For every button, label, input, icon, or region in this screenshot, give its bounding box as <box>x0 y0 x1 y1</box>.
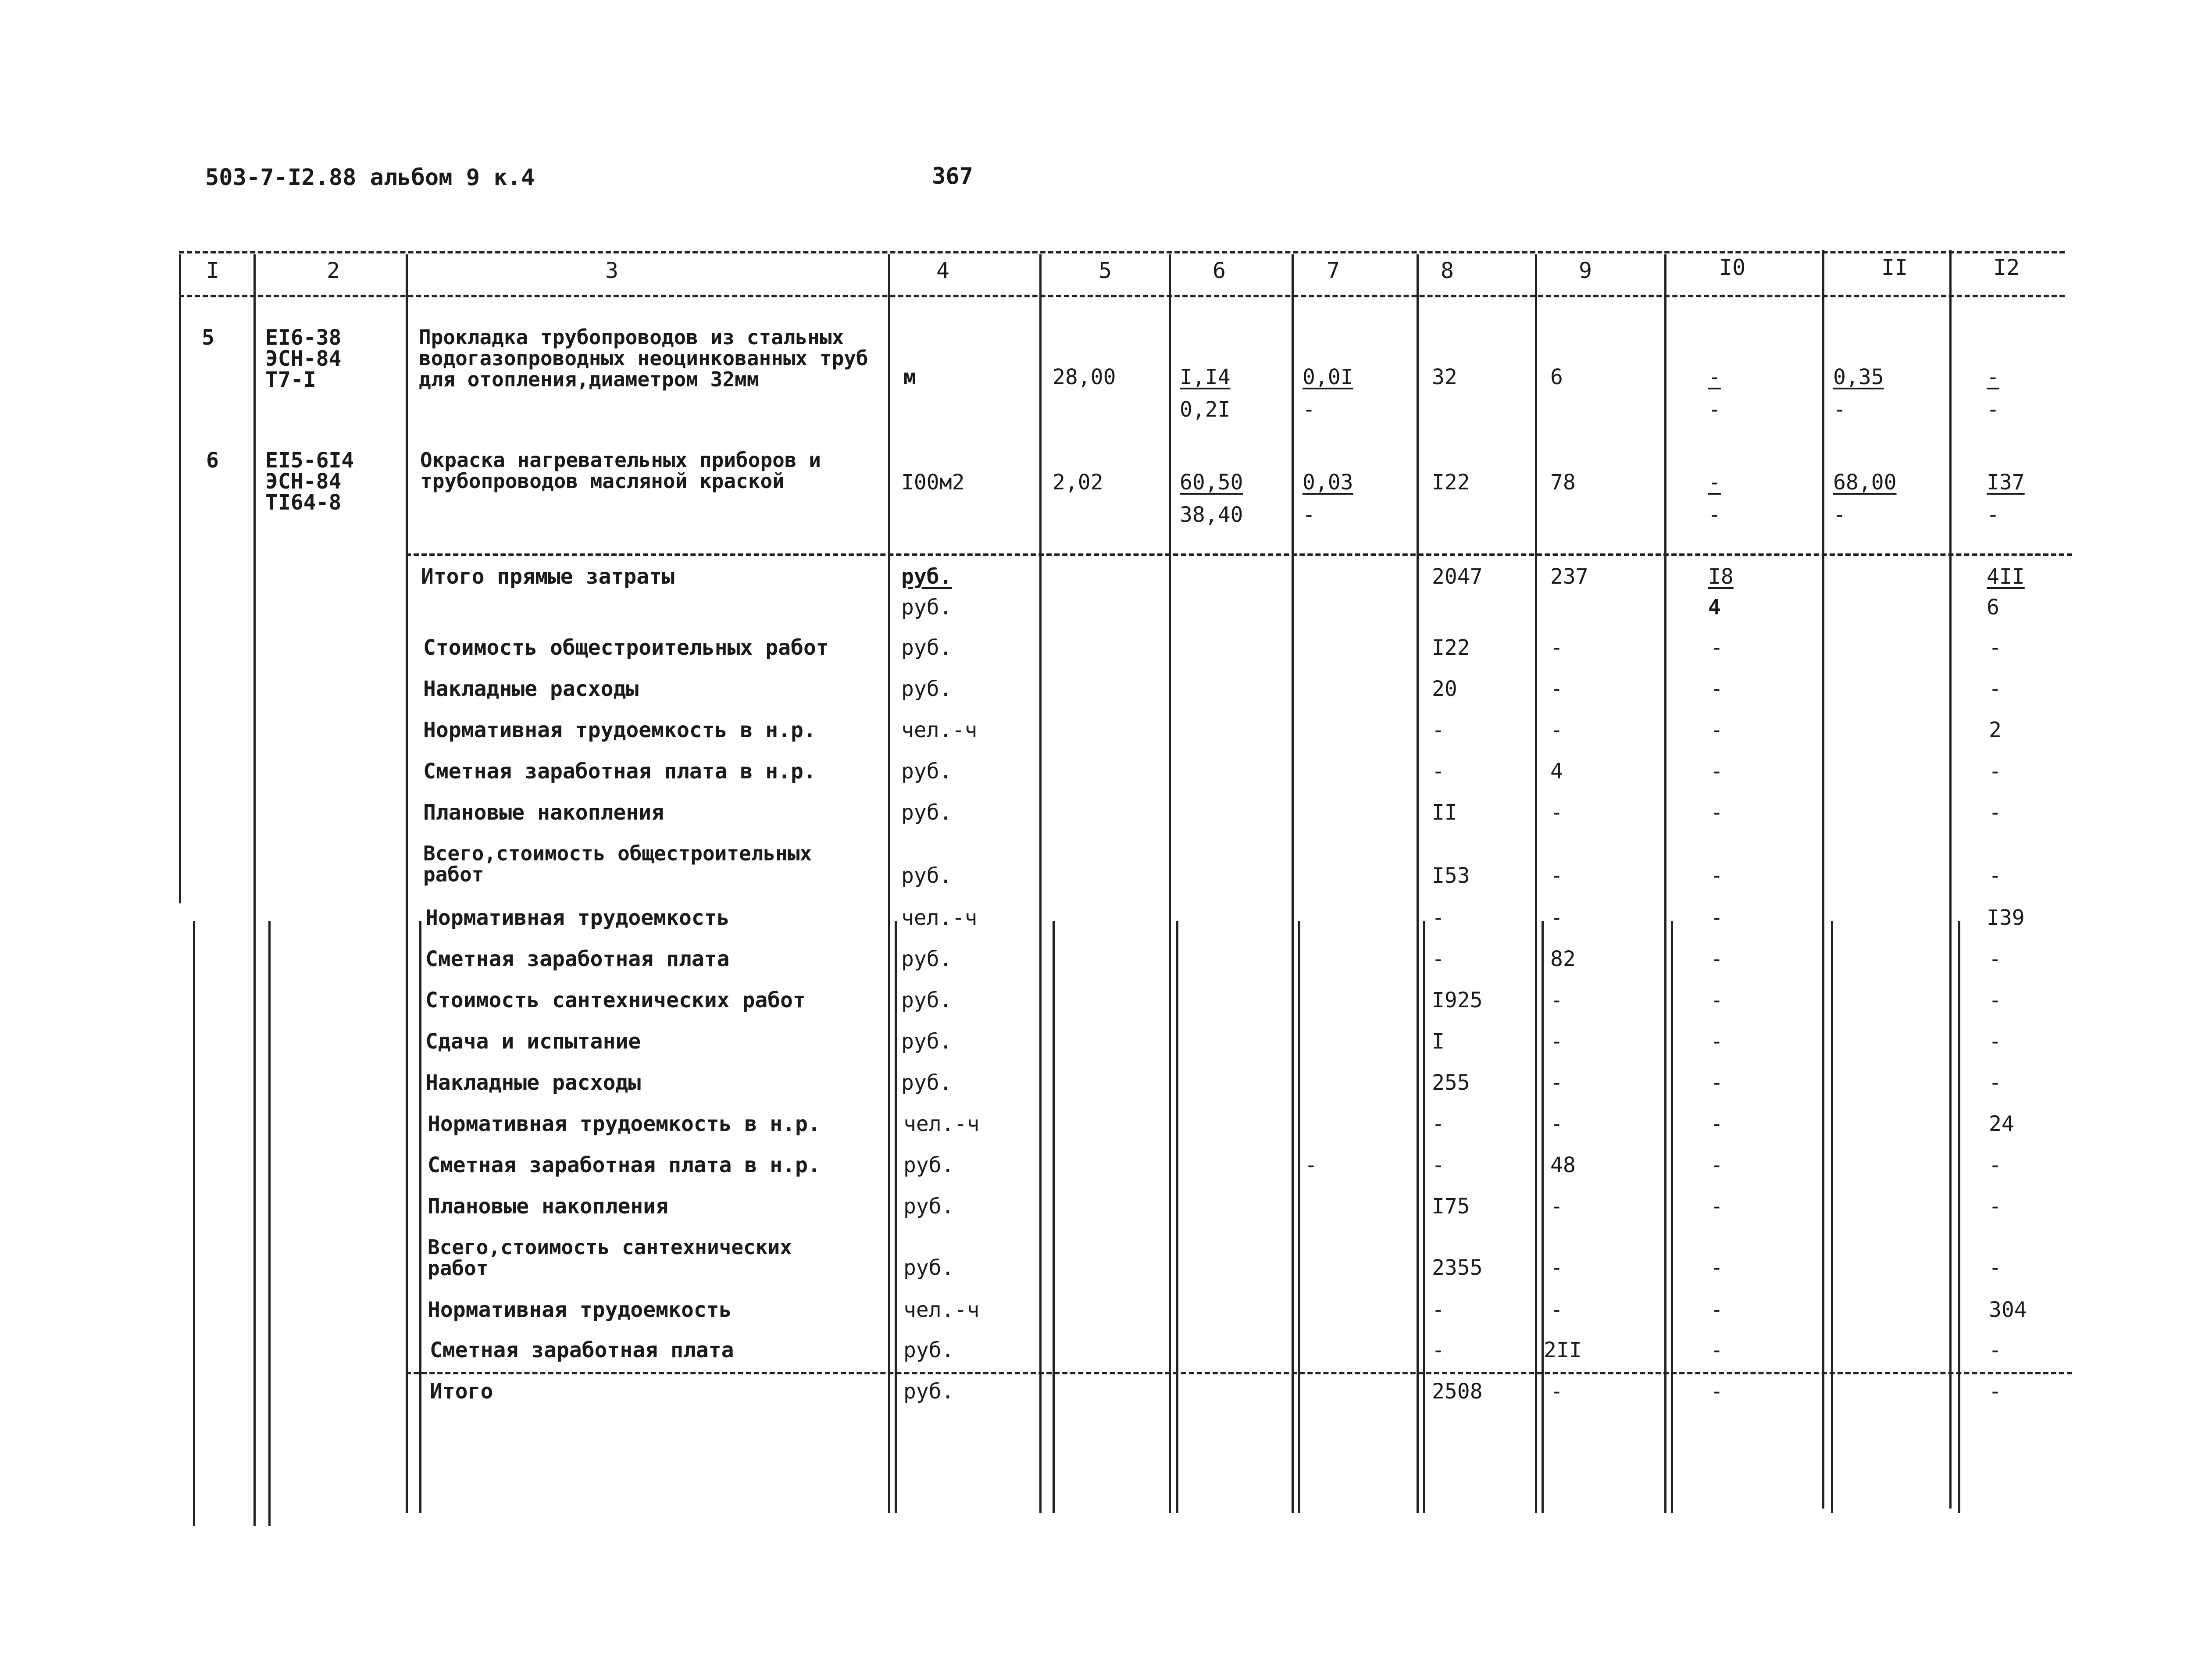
row-5-col12 <box>1987 366 1999 421</box>
direct-costs-col12-bottom: 6 <box>1987 595 1999 620</box>
summary-col8: I <box>1432 1029 1445 1054</box>
row-5-col11-bottom: - <box>1833 397 1846 422</box>
column-border <box>1176 921 1178 1513</box>
column-border <box>1542 921 1544 1513</box>
summary-col12: - <box>1989 1153 2002 1177</box>
row-6-col7-top: 0,03 <box>1302 470 1353 495</box>
col-header-12: I2 <box>1993 255 2020 280</box>
summary-col12: 304 <box>1989 1298 2027 1322</box>
row-6-quantity: 2,02 <box>1053 470 1103 495</box>
summary-col8: I53 <box>1432 863 1470 888</box>
summary-col8: - <box>1432 759 1445 784</box>
grand-total-label: Итого <box>430 1379 493 1404</box>
summary-col9: - <box>1550 863 1563 888</box>
column-border <box>253 254 256 1526</box>
header-bottom-rule <box>179 295 2065 297</box>
summary-unit: руб. <box>903 1153 954 1177</box>
summary-col12: - <box>1989 1338 2002 1363</box>
summary-col12: I39 <box>1987 906 2025 930</box>
direct-costs-col10 <box>1708 566 1734 618</box>
row-5-col12-top: - <box>1987 365 1999 389</box>
direct-costs-col12-top: 4II <box>1987 564 2025 589</box>
summary-col12: - <box>1989 863 2002 888</box>
summary-col10: - <box>1710 800 1723 825</box>
summary-unit: руб. <box>903 1194 954 1219</box>
summary-col12: 2 <box>1989 718 2002 742</box>
summary-col9: - <box>1550 1298 1563 1322</box>
row-5-col6-top: I,I4 <box>1180 365 1231 389</box>
summary-unit: руб. <box>901 947 952 971</box>
row-5-col7-top: 0,0I <box>1302 365 1353 389</box>
row-5-code-1: EI6-38 <box>265 325 342 350</box>
summary-col9: - <box>1550 1194 1563 1219</box>
summary-col9: 2II <box>1544 1338 1582 1363</box>
summary-unit: руб. <box>901 677 952 701</box>
summary-col9: - <box>1550 800 1563 825</box>
summary-col8: I925 <box>1432 988 1483 1013</box>
summary-label: Всего,стоимость сантехнических работ <box>428 1235 792 1280</box>
summary-label: Сметная заработная плата в н.р. <box>428 1153 821 1177</box>
header-top-rule <box>179 251 2065 253</box>
row-5-col9: 6 <box>1550 365 1563 389</box>
summary-col8: II <box>1432 800 1457 825</box>
row-6-unit: I00м2 <box>901 470 965 495</box>
summary-col8: - <box>1432 718 1445 742</box>
row-6-col11-bottom: - <box>1833 503 1846 527</box>
column-border <box>1664 254 1666 1513</box>
summary-col8: - <box>1432 1153 1445 1177</box>
column-border <box>1949 250 1952 1509</box>
summary-col9: 48 <box>1550 1153 1576 1177</box>
summary-label: Нормативная трудоемкость в н.р. <box>423 718 816 742</box>
column-border <box>268 921 271 1526</box>
summary-col8: 2355 <box>1432 1256 1483 1280</box>
column-border <box>1535 254 1537 1513</box>
summary-unit: руб. <box>901 988 952 1013</box>
column-border <box>1039 254 1042 1513</box>
col-header-11: II <box>1881 255 1908 280</box>
row-6-col11-top: 68,00 <box>1833 470 1897 495</box>
column-border <box>193 921 195 1526</box>
summary-col10: - <box>1710 988 1723 1013</box>
summary-unit: руб. <box>901 1070 952 1095</box>
subtotal-rule <box>406 553 2072 556</box>
column-border <box>1417 254 1419 1513</box>
summary-col10: - <box>1710 718 1723 742</box>
summary-unit: руб. <box>903 1256 954 1280</box>
row-5-col7 <box>1302 366 1353 421</box>
summary-col9: - <box>1550 906 1563 930</box>
col-header-9: 9 <box>1579 258 1592 283</box>
summary-label: Накладные расходы <box>423 677 639 701</box>
direct-costs-unit-bottom: руб. <box>901 595 952 620</box>
summary-label: Плановые накопления <box>423 800 664 825</box>
row-6-col12-bottom: - <box>1987 503 1999 527</box>
row-6-col11 <box>1833 471 1897 526</box>
column-border <box>888 254 890 1513</box>
column-border <box>179 254 181 903</box>
summary-col10: - <box>1710 1153 1723 1177</box>
summary-col8: 255 <box>1432 1070 1470 1095</box>
summary-unit: руб. <box>901 1029 952 1054</box>
summary-col9: - <box>1550 1256 1563 1280</box>
summary-col12: - <box>1989 677 2002 701</box>
column-border <box>419 921 421 1513</box>
direct-costs-col8: 2047 <box>1432 564 1483 589</box>
summary-col10: - <box>1710 759 1723 784</box>
column-border <box>1169 254 1171 1513</box>
col-header-4: 4 <box>936 258 950 283</box>
summary-col8: 20 <box>1432 677 1457 701</box>
page-number: 367 <box>932 163 973 189</box>
row-5-col6 <box>1180 366 1231 421</box>
column-border <box>1831 921 1833 1513</box>
summary-col8: - <box>1432 947 1445 971</box>
grand-total-unit: руб. <box>903 1379 954 1404</box>
summary-col10: - <box>1710 1029 1723 1054</box>
direct-costs-unit <box>901 566 952 618</box>
row-6-col12 <box>1987 471 2025 526</box>
row-6-col6-top: 60,50 <box>1180 470 1243 495</box>
summary-col10: - <box>1710 677 1723 701</box>
col-header-7: 7 <box>1327 258 1340 283</box>
summary-col8: - <box>1432 1298 1445 1322</box>
summary-col7: - <box>1305 1153 1317 1177</box>
direct-costs-col9: 237 <box>1550 564 1588 589</box>
summary-col9: - <box>1550 988 1563 1013</box>
summary-col12: - <box>1989 800 2002 825</box>
row-5-col12-bottom: - <box>1987 397 1999 422</box>
summary-unit: чел.-ч <box>903 1112 980 1136</box>
col-header-2: 2 <box>327 258 340 283</box>
summary-col12: 24 <box>1989 1112 2014 1136</box>
summary-col10: - <box>1710 906 1723 930</box>
summary-label: Стоимость сантехнических работ <box>425 988 806 1013</box>
row-5-col10-bottom: - <box>1708 397 1721 422</box>
row-6-col10 <box>1708 471 1721 526</box>
col-header-6: 6 <box>1213 258 1226 283</box>
summary-col9: - <box>1550 635 1563 660</box>
summary-unit: чел.-ч <box>903 1298 980 1322</box>
summary-col12: - <box>1989 947 2002 971</box>
col-header-1: I <box>206 258 220 283</box>
summary-col9: 4 <box>1550 759 1563 784</box>
row-6-col7 <box>1302 471 1353 526</box>
row-5-col8: 32 <box>1432 365 1457 389</box>
summary-unit: руб. <box>901 635 952 660</box>
row-5-col6-bottom: 0,2I <box>1180 397 1231 422</box>
summary-col12: - <box>1989 759 2002 784</box>
column-border <box>1298 921 1300 1513</box>
row-6-col8: I22 <box>1432 470 1470 495</box>
grand-total-col8: 2508 <box>1432 1379 1483 1404</box>
total-rule <box>406 1372 2072 1374</box>
summary-label: Накладные расходы <box>425 1070 641 1095</box>
grand-total-col10: - <box>1710 1379 1723 1404</box>
summary-label: Сметная заработная плата в н.р. <box>423 759 816 784</box>
summary-col8: I75 <box>1432 1194 1470 1219</box>
row-5-col10-top: - <box>1708 365 1721 389</box>
grand-total-col9: - <box>1550 1379 1563 1404</box>
summary-label: Всего,стоимость общестроительных работ <box>423 842 812 886</box>
column-border <box>1822 250 1824 1509</box>
row-6-col10-top: - <box>1708 470 1721 495</box>
row-5-code-3: T7-I <box>265 367 316 392</box>
row-6-code-3: TI64-8 <box>265 490 342 515</box>
column-border <box>1292 254 1294 1513</box>
summary-col12: - <box>1989 1070 2002 1095</box>
row-6-col6 <box>1180 471 1243 526</box>
row-5-unit: м <box>903 365 916 389</box>
row-6-col12-top: I37 <box>1987 470 2025 495</box>
summary-label: Сдача и испытание <box>425 1029 641 1054</box>
summary-col9: - <box>1550 1112 1563 1136</box>
summary-unit: руб. <box>903 1338 954 1363</box>
summary-col8: - <box>1432 906 1445 930</box>
column-border <box>1423 921 1425 1513</box>
summary-col9: - <box>1550 1029 1563 1054</box>
column-border <box>895 921 897 1513</box>
row-6-code-1: EI5-6I4 <box>265 448 354 473</box>
col-header-8: 8 <box>1441 258 1454 283</box>
summary-col12: - <box>1989 635 2002 660</box>
summary-col9: - <box>1550 1070 1563 1095</box>
summary-col10: - <box>1710 947 1723 971</box>
summary-col10: - <box>1710 1256 1723 1280</box>
summary-label: Нормативная трудоемкость в н.р. <box>428 1112 821 1136</box>
direct-costs-col10-bottom: 4 <box>1708 595 1721 620</box>
column-border <box>1053 921 1055 1513</box>
row-6-col6-bottom: 38,40 <box>1180 503 1243 527</box>
summary-col10: - <box>1710 1298 1723 1322</box>
summary-col9: 82 <box>1550 947 1576 971</box>
row-6-description: Окраска нагревательных приборов и трубопроводов масляной краской <box>420 448 821 493</box>
summary-unit: руб. <box>901 863 952 888</box>
row-5-quantity: 28,00 <box>1053 365 1116 389</box>
direct-costs-col10-top: I8 <box>1708 564 1734 589</box>
summary-unit: чел.-ч <box>901 718 978 742</box>
row-5-col10 <box>1708 366 1721 421</box>
summary-col10: - <box>1710 863 1723 888</box>
direct-costs-label: Итого прямые затраты <box>421 564 674 589</box>
row-6-col9: 78 <box>1550 470 1576 495</box>
summary-label: Нормативная трудоемкость <box>425 906 730 930</box>
summary-col8: I22 <box>1432 635 1470 660</box>
summary-col10: - <box>1710 635 1723 660</box>
row-6-number: 6 <box>206 448 219 473</box>
summary-label: Нормативная трудоемкость <box>428 1298 732 1322</box>
row-5-code-2: ЭСН-84 <box>265 346 342 371</box>
col-header-5: 5 <box>1099 258 1112 283</box>
summary-label: Сметная заработная плата <box>430 1338 734 1363</box>
row-6-col7-bottom: - <box>1302 503 1315 527</box>
col-header-10: I0 <box>1719 255 1746 280</box>
summary-col12: - <box>1989 1256 2002 1280</box>
summary-label: Стоимость общестроительных работ <box>423 635 829 660</box>
summary-col9: - <box>1550 677 1563 701</box>
summary-col12: - <box>1989 988 2002 1013</box>
direct-costs-unit-top: руб. <box>901 564 952 589</box>
summary-col12: - <box>1989 1029 2002 1054</box>
row-5-col7-bottom: - <box>1302 397 1315 422</box>
column-border <box>406 254 408 1513</box>
row-5-col11 <box>1833 366 1884 421</box>
summary-col10: - <box>1710 1070 1723 1095</box>
direct-costs-col12 <box>1987 566 2025 618</box>
row-5-description: Прокладка трубопроводов из стальных водогазопроводных неоцинкованных труб для отопления,диаметром 32мм <box>419 325 868 391</box>
col-header-3: 3 <box>605 258 619 283</box>
document-id: 503-7-I2.88 альбом 9 к.4 <box>205 164 535 191</box>
row-6-col10-bottom: - <box>1708 503 1721 527</box>
summary-label: Сметная заработная плата <box>425 947 730 971</box>
column-border <box>1671 921 1673 1513</box>
summary-col9: - <box>1550 718 1563 742</box>
summary-unit: руб. <box>901 759 952 784</box>
column-border <box>1958 921 1960 1513</box>
summary-col8: - <box>1432 1338 1445 1363</box>
summary-col8: - <box>1432 1112 1445 1136</box>
summary-col10: - <box>1710 1112 1723 1136</box>
summary-unit: руб. <box>901 800 952 825</box>
row-5-number: 5 <box>202 325 214 350</box>
summary-label: Плановые накопления <box>428 1194 669 1219</box>
summary-col10: - <box>1710 1338 1723 1363</box>
row-5-col11-top: 0,35 <box>1833 365 1884 389</box>
summary-unit: чел.-ч <box>901 906 978 930</box>
summary-col12: - <box>1989 1194 2002 1219</box>
grand-total-col12: - <box>1989 1379 2002 1404</box>
row-6-code-2: ЭСН-84 <box>265 469 342 494</box>
summary-col10: - <box>1710 1194 1723 1219</box>
